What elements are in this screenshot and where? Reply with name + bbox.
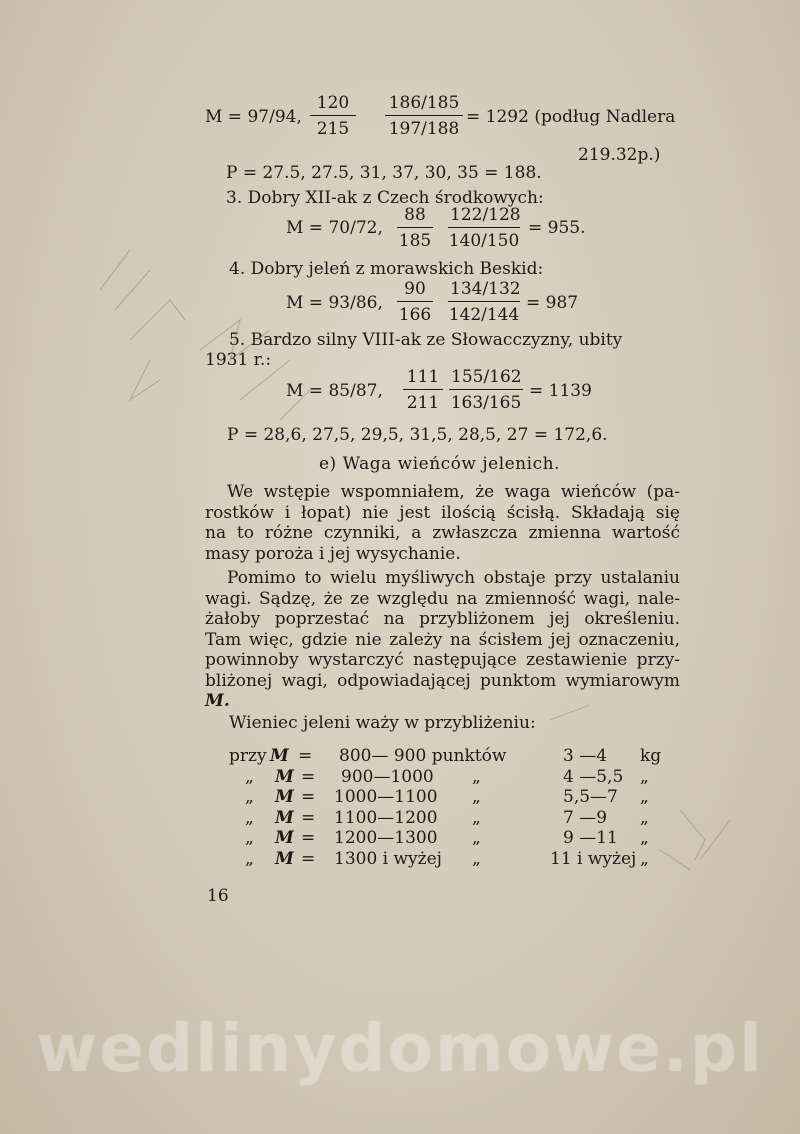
item3-frac1 [397,205,433,251]
cell-ditto: „ [472,828,481,849]
cell-weight: 4 —5,5 [563,766,624,787]
frac-denominator: 197/188 [388,119,460,139]
cell-eq: = [301,766,316,787]
item5-label-line1: 5. Bardzo silny VIII-ak ze Słowacczyzny, ubity [229,330,623,350]
table-row [0,787,800,808]
item3-lhs: M = 70/72, [286,218,383,238]
cell-prefix: „ [245,807,254,828]
item5-result: = 1139 [529,381,592,401]
cell-range: 1000—1100 [334,787,438,808]
cell-unit: „ [640,807,649,828]
paragraph-line: na to różne czynniki, a zwłaszcza zmienna wartość [205,523,680,543]
item4-frac2 [448,279,520,325]
paragraph-line: wagi. Sądzę, że ze względu na zmienność wagi, nale- [205,588,680,609]
cell-eq: = [301,807,316,828]
cell-unit: „ [640,766,649,787]
item4-label: 4. Dobry jeleń z morawskich Beskid: [229,259,544,279]
cell-var: M [275,787,294,808]
table-intro: Wieniec jeleni waży w przybliżeniu: [229,713,536,733]
cell-var: M [275,807,294,828]
item5-frac1 [403,367,443,413]
cell-weight: 11 i wyżej [550,848,637,869]
frac-numerator: 88 [397,205,433,228]
weight-table [0,746,800,870]
cell-prefix: „ [245,848,254,869]
cell-prefix: „ [245,828,254,849]
cell-prefix: „ [245,787,254,808]
cell-unit: „ [640,787,649,808]
item5-frac2 [449,367,523,413]
cell-weight: 5,5—7 [563,787,618,808]
paragraph-line: We wstępie wspomniałem, że waga wieńców (pa- [227,482,680,502]
cell-var: M [275,766,294,787]
frac-denominator: 163/165 [450,393,522,413]
frac-denominator: 215 [316,119,350,139]
frac-denominator: 142/144 [448,305,520,325]
frac-denominator: 185 [398,231,432,251]
cell-range: 1200—1300 [334,828,438,849]
paragraph-line: Pomimo to wielu myśliwych obstaje przy ustalaniu [227,568,680,588]
frac-numerator: 186/185 [385,93,463,116]
item3-result: = 955. [528,218,586,238]
formula-nadler-lhs: M = 97/94, [205,107,302,127]
paragraph-line: M. [205,691,230,711]
table-row [0,767,800,788]
cell-range: 1300 i wyżej [334,848,442,869]
item4-lhs: M = 93/86, [286,293,383,313]
cell-unit: kg [640,746,662,766]
cell-eq: = [301,787,316,808]
frac-denominator: 166 [398,305,432,325]
paragraph-line: powinnoby wystarczyć następujące zestawienie przy- [205,650,680,670]
cell-prefix: „ [245,766,254,787]
frac-numerator: 134/132 [448,279,520,302]
paragraph-2 [205,568,680,712]
formula-p2: P = 28,6, 27,5, 29,5, 31,5, 28,5, 27 = 172,6. [227,425,608,445]
watermark: wedlinydomowe.pl [36,1010,764,1087]
item3-label: 3. Dobry XII-ak z Czech środkowych: [226,188,544,208]
table-row [0,746,800,767]
frac-numerator: 122/128 [448,205,520,228]
cell-unit: „ [640,828,649,849]
paragraph-line: żałoby poprzestać na przybliżonem jej określeniu. [205,609,680,629]
item5-label-line2: 1931 r.: [205,350,272,370]
frac-numerator: 155/162 [449,367,523,390]
cell-eq: = [301,848,316,869]
cell-weight: 7 —9 [563,807,608,828]
item4-result: = 987 [526,293,579,313]
paragraph-1 [205,482,680,564]
cell-var: M [275,828,294,849]
cell-range: 900—1000 [341,766,434,787]
item3-frac2 [448,205,520,251]
paragraph-line: rostków i łopat) nie jest ilością ścisłą. Składają się [205,502,680,523]
paragraph-line: Tam więc, gdzie nie zależy na ścisłem jej oznaczeniu, [205,629,680,650]
cell-weight: 3 —4 [563,746,608,766]
formula-nadler-frac1 [310,93,356,139]
cell-var: M [275,848,294,869]
paragraph-line: bliżonej wagi, odpowiadającej punktom wymiarowym [205,670,680,691]
cell-ditto: „ [472,807,481,828]
cell-unit: „ [640,848,649,869]
table-row [0,828,800,849]
frac-denominator: 140/150 [448,231,520,251]
table-row [0,849,800,870]
cell-ditto: „ [472,787,481,808]
frac-numerator: 90 [397,279,433,302]
cell-ditto: „ [472,766,481,787]
table-row [0,808,800,829]
cell-eq: = [298,746,313,766]
section-heading: e) Waga wieńców jelenich. [319,454,560,474]
cell-eq: = [301,828,316,849]
item5-lhs: M = 85/87, [286,381,383,401]
frac-numerator: 111 [403,367,443,390]
frac-numerator: 120 [310,93,356,116]
cell-ditto: „ [472,848,481,869]
formula-nadler-ref: 219.32p.) [578,145,661,165]
cell-prefix: przy [229,746,267,766]
cell-weight: 9 —11 [563,828,618,849]
paragraph-line: masy poroża i jej wysychanie. [205,543,461,564]
item4-frac1 [397,279,433,325]
cell-range: 800— 900 punktów [339,746,507,766]
formula-nadler-result: = 1292 (podług Nadlera [466,107,676,127]
frac-denominator: 211 [406,393,440,413]
cell-range: 1100—1200 [334,807,438,828]
formula-nadler-frac2 [385,93,463,139]
page-number: 16 [207,886,229,906]
formula-p1: P = 27.5, 27.5, 31, 37, 30, 35 = 188. [226,163,542,183]
cell-var: M [270,746,289,766]
